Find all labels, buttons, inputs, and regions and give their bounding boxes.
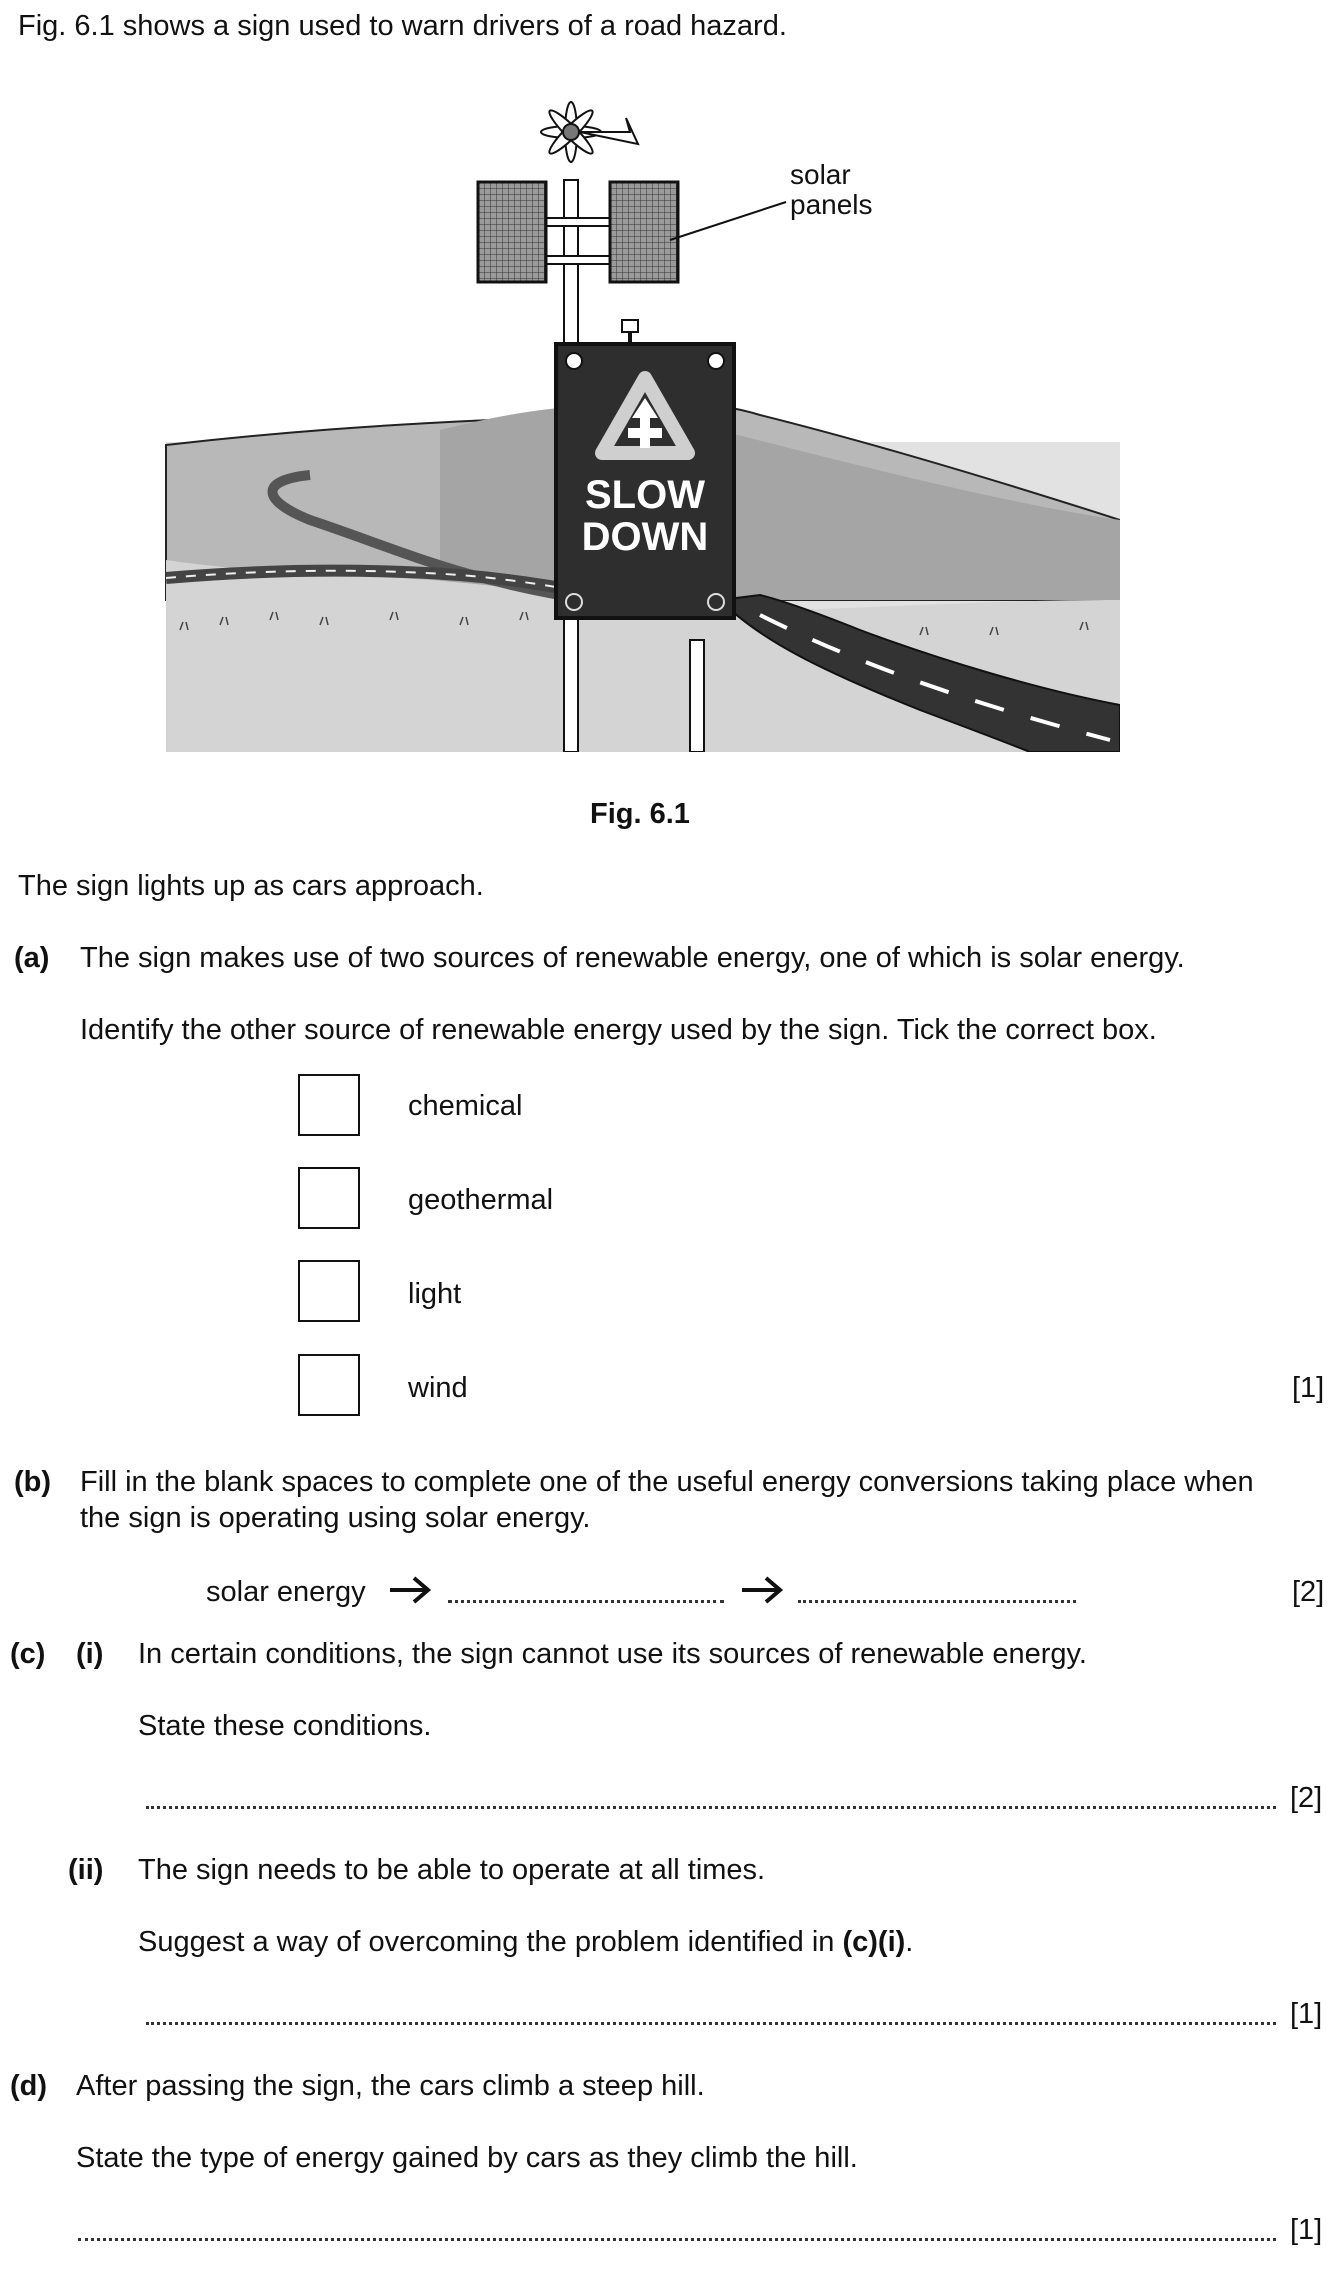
option-label-wind: wind bbox=[408, 1372, 468, 1404]
part-d-label: (d) bbox=[10, 2070, 48, 2102]
part-a-instruction: Identify the other source of renewable energy used by the sign. Tick the correct box. bbox=[80, 1014, 1157, 1046]
part-c-i-instruction: State these conditions. bbox=[138, 1710, 432, 1742]
solar-panel-right bbox=[610, 182, 678, 282]
checkbox-chemical[interactable] bbox=[298, 1074, 360, 1136]
part-d-text: After passing the sign, the cars climb a steep hill. bbox=[76, 2070, 705, 2102]
answer-line-b1[interactable] bbox=[448, 1600, 724, 1603]
checkbox-wind[interactable] bbox=[298, 1354, 360, 1416]
wind-turbine bbox=[541, 102, 638, 162]
part-a-marks: [1] bbox=[1292, 1372, 1325, 1404]
lights-up-text: The sign lights up as cars approach. bbox=[18, 870, 484, 902]
part-c-ii-marks: [1] bbox=[1290, 1998, 1323, 2030]
part-b-text-line1: Fill in the blank spaces to complete one of the useful energy conversions taking place when bbox=[80, 1466, 1254, 1498]
answer-line-b2[interactable] bbox=[798, 1600, 1076, 1603]
answer-line-c-ii[interactable] bbox=[146, 2022, 1276, 2025]
part-b-marks: [2] bbox=[1292, 1576, 1325, 1608]
sign-pole-right bbox=[690, 640, 704, 752]
label-solar: solar bbox=[790, 159, 851, 190]
part-d-instruction: State the type of energy gained by cars as they climb the hill. bbox=[76, 2142, 858, 2174]
intro-text: Fig. 6.1 shows a sign used to warn drivers of a road hazard. bbox=[18, 10, 787, 42]
part-c-ii-text: The sign needs to be able to operate at all times. bbox=[138, 1854, 766, 1886]
figure-road-sign bbox=[160, 80, 1120, 752]
part-c-ii-instruction: Suggest a way of overcoming the problem identified in (c)(i). bbox=[138, 1926, 914, 1958]
part-c-i-label: (i) bbox=[76, 1638, 104, 1670]
sign-light-top-right bbox=[708, 353, 724, 369]
sign-text-down: DOWN bbox=[581, 515, 709, 559]
part-c-i-marks: [2] bbox=[1290, 1782, 1323, 1814]
checkbox-geothermal[interactable] bbox=[298, 1167, 360, 1229]
part-d-marks: [1] bbox=[1290, 2214, 1323, 2246]
part-a-text: The sign makes use of two sources of renewable energy, one of which is solar energy. bbox=[80, 942, 1185, 974]
option-label-light: light bbox=[408, 1278, 462, 1310]
road-sign-illustration bbox=[160, 80, 1120, 752]
label-leader-line bbox=[670, 202, 786, 240]
solar-panel-left bbox=[478, 182, 546, 282]
part-c-i-text: In certain conditions, the sign cannot use its sources of renewable energy. bbox=[138, 1638, 1087, 1670]
part-c-label: (c) bbox=[10, 1638, 46, 1670]
option-label-chemical: chemical bbox=[408, 1090, 523, 1122]
sign-light-bottom-right bbox=[708, 594, 724, 610]
conversion-start: solar energy bbox=[206, 1576, 366, 1608]
answer-line-c-i[interactable] bbox=[146, 1806, 1276, 1809]
sign-light-bottom-left bbox=[566, 594, 582, 610]
reference-c-i: (c)(i) bbox=[842, 1926, 906, 1958]
answer-line-d[interactable] bbox=[78, 2238, 1276, 2241]
part-c-ii-label: (ii) bbox=[68, 1854, 104, 1886]
option-label-geothermal: geothermal bbox=[408, 1184, 554, 1216]
part-a-label: (a) bbox=[14, 942, 50, 974]
antenna-icon bbox=[622, 320, 638, 332]
checkbox-light[interactable] bbox=[298, 1260, 360, 1322]
part-b-text-line2: the sign is operating using solar energy. bbox=[80, 1502, 591, 1534]
sign-text-slow: SLOW bbox=[585, 473, 705, 517]
arrow-right-icon bbox=[388, 1574, 432, 1606]
label-panels: panels bbox=[790, 189, 873, 220]
part-b-label: (b) bbox=[14, 1466, 52, 1498]
arrow-right-icon bbox=[740, 1574, 784, 1606]
figure-caption: Fig. 6.1 bbox=[590, 798, 690, 830]
sign-light-top-left bbox=[566, 353, 582, 369]
